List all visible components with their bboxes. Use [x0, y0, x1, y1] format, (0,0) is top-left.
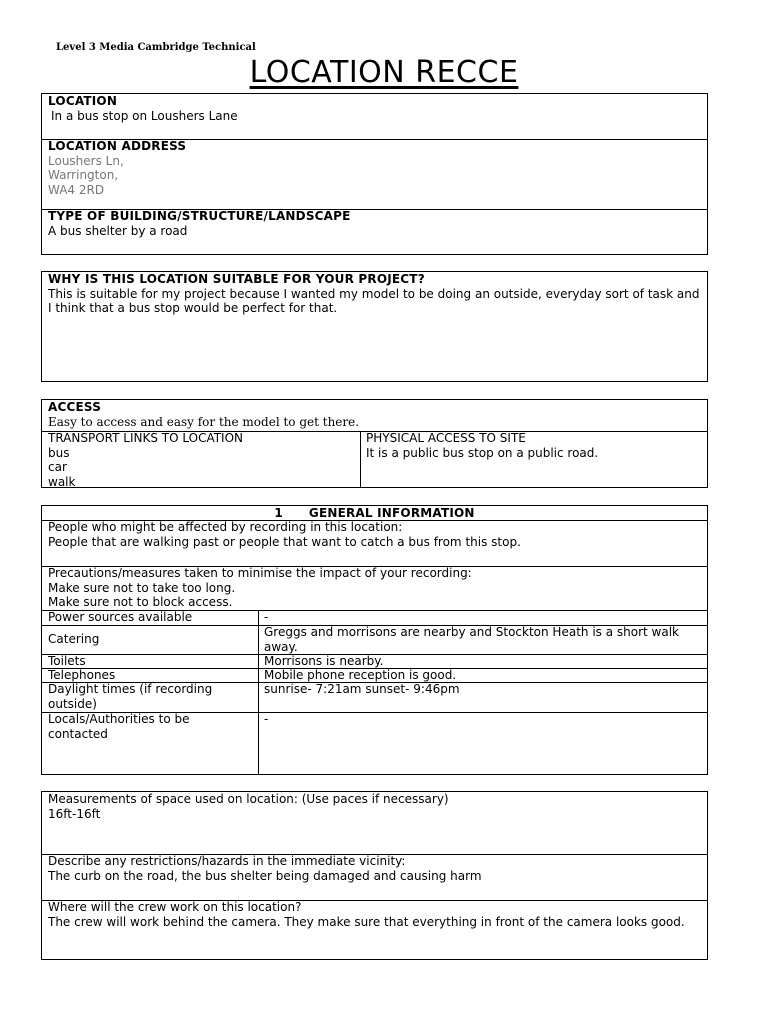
physical-access-label: PHYSICAL ACCESS TO SITE — [366, 431, 526, 445]
building-type-cell — [42, 209, 707, 254]
transport-label: TRANSPORT LINKS TO LOCATION — [48, 431, 244, 445]
address-line: WA4 2RD — [48, 182, 105, 197]
precautions-label: Precautions/measures taken to minimise the impact of your recording: — [48, 566, 472, 580]
affected-value: People that are walking past or people that want to catch a bus from this stop. — [48, 534, 521, 549]
crew-cell — [42, 900, 707, 959]
access-box — [41, 399, 708, 488]
crew-label: Where will the crew work on this location? — [48, 900, 302, 914]
location-cell — [42, 94, 707, 139]
transport-item: car — [48, 460, 67, 474]
location-box — [41, 93, 708, 255]
suitability-label: WHY IS THIS LOCATION SUITABLE FOR YOUR PROJECT? — [48, 272, 425, 286]
restrictions-value: The curb on the road, the bus shelter being damaged and causing harm — [48, 868, 482, 883]
info-row-value: - — [264, 610, 269, 624]
access-cell — [42, 400, 707, 431]
physical-access-value: It is a public bus stop on a public road. — [366, 445, 599, 460]
suitability-value: This is suitable for my project because I wanted my model to be doing an outside, everyday sort of task and I think that a bus stop would be perfect for that. — [48, 286, 700, 315]
address-line: Warrington, — [48, 168, 119, 182]
info-row-label: Toilets — [48, 654, 86, 668]
building-type-value: A bus shelter by a road — [48, 223, 188, 238]
logistics-box — [41, 791, 708, 960]
transport-item: bus — [48, 445, 70, 460]
info-row-value: sunrise- 7:21am sunset- 9:46pm — [264, 682, 460, 696]
address-cell — [42, 139, 707, 209]
restrictions-cell — [42, 854, 707, 900]
info-row-value: - — [264, 712, 269, 726]
suitability-cell — [42, 272, 707, 381]
measurements-cell — [42, 792, 707, 854]
measurements-label: Measurements of space used on location: (Use paces if necessary) — [48, 792, 449, 806]
measurements-value: 16ft-16ft — [48, 806, 101, 821]
transport-item: walk — [48, 474, 76, 487]
heading-number: 1 — [274, 506, 283, 520]
course-header: Level 3 Media Cambridge Technical — [56, 42, 256, 53]
info-row-value: Morrisons is nearby. — [264, 654, 384, 668]
general-info-heading — [42, 506, 707, 520]
info-row-label: Power sources available — [48, 610, 193, 624]
info-row-value: Greggs and morrisons are nearby and Stockton Heath is a short walk away. — [264, 625, 679, 654]
access-value: Easy to access and easy for the model to get there. — [48, 414, 360, 429]
access-label: ACCESS — [48, 400, 102, 414]
crew-value: The crew will work behind the camera. They make sure that everything in front of the camera looks good. — [48, 914, 685, 929]
affected-cell — [42, 520, 707, 566]
location-value: In a bus stop on Loushers Lane — [51, 108, 238, 123]
physical-access-cell — [360, 431, 707, 487]
info-row-label: Locals/Authorities to be contacted — [48, 712, 190, 741]
info-row-label: Catering — [48, 632, 100, 646]
heading-text: GENERAL INFORMATION — [308, 506, 475, 520]
suitability-box — [41, 271, 708, 382]
affected-label: People who might be affected by recording in this location: — [48, 520, 403, 534]
address-label: LOCATION ADDRESS — [48, 139, 187, 153]
general-info-box — [41, 505, 708, 775]
restrictions-label: Describe any restrictions/hazards in the immediate vicinity: — [48, 854, 406, 868]
document-title: LOCATION RECCE — [249, 55, 519, 90]
transport-cell — [42, 431, 360, 487]
info-row-label: Telephones — [48, 668, 116, 682]
location-label: LOCATION — [48, 94, 118, 108]
address-line: Loushers Ln, — [48, 153, 124, 168]
precaution-line: Make sure not to take too long. — [48, 580, 236, 595]
info-row-value: Mobile phone reception is good. — [264, 668, 457, 682]
info-row-label: Daylight times (if recording outside) — [48, 682, 213, 711]
precautions-cell — [42, 566, 707, 610]
building-type-label: TYPE OF BUILDING/STRUCTURE/LANDSCAPE — [48, 209, 351, 223]
precaution-line: Make sure not to block access. — [48, 595, 233, 609]
